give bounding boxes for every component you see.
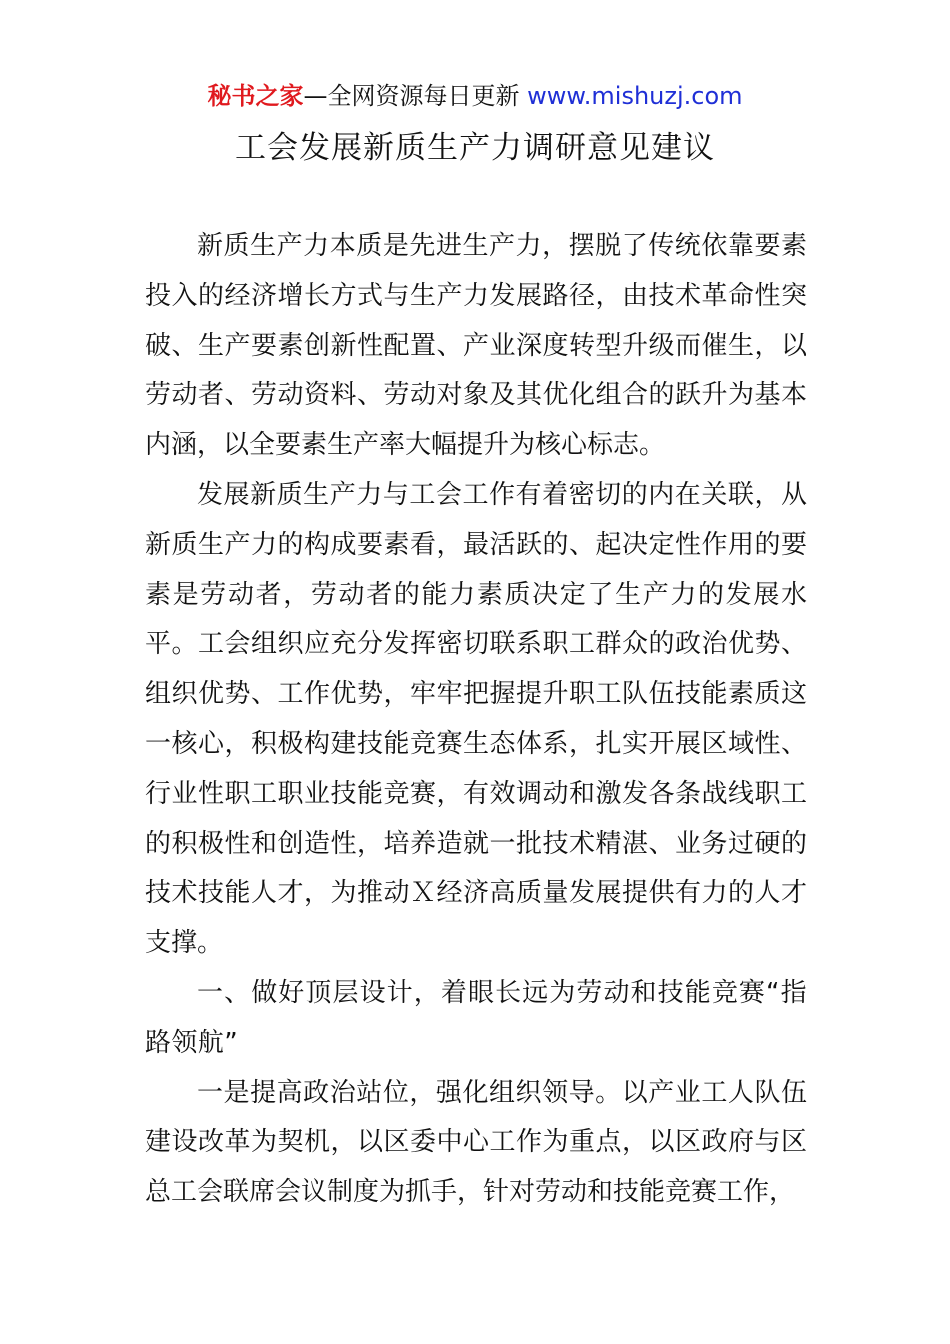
site-banner	[0, 80, 950, 112]
document-title: 工会发展新质生产力调研意见建议	[235, 130, 715, 166]
paragraph-relation: 发展新质生产力与工会工作有着密切的内在关联，从新质生产力的构成要素看，最活跃的、起决定性作用的要素是劳动者，劳动者的能力素质决定了生产力的发展水平。工会组织应充分发挥密切联系职工群众的政治优势、组织优势、工作优势，牢牢把握提升职工队伍技能素质这一核心，积极构建技能竞赛生态体系，扎实开展区域性、行业性职工职业技能竞赛，有效调动和激发各条战线职工的积极性和创造性，培养造就一批技术精湛、业务过硬的技术技能人才，为推动Ｘ经济高质量发展提供有力的人才支撑。	[145, 479, 807, 959]
brand-name: 秘书之家	[207, 82, 304, 110]
document-body	[145, 222, 807, 1218]
section-heading-1: 一、做好顶层设计，着眼长远为劳动和技能竞赛“指路领航”	[145, 977, 807, 1058]
site-url-link[interactable]: www.mishuzj.com	[527, 82, 743, 110]
banner-tagline: —全网资源每日更新	[303, 82, 528, 110]
paragraph-intro: 新质生产力本质是先进生产力，摆脱了传统依靠要素投入的经济增长方式与生产力发展路径，由技术革命性突破、生产要素创新性配置、产业深度转型升级而催生，以劳动者、劳动资料、劳动对象及其优化组合的跃升为基本内涵，以全要素生产率大幅提升为核心标志。	[145, 231, 807, 461]
paragraph-point-1: 一是提高政治站位，强化组织领导。以产业工人队伍建设改革为契机，以区委中心工作为重点，以区政府与区总工会联席会议制度为抓手，针对劳动和技能竞赛工作，	[145, 1077, 807, 1208]
